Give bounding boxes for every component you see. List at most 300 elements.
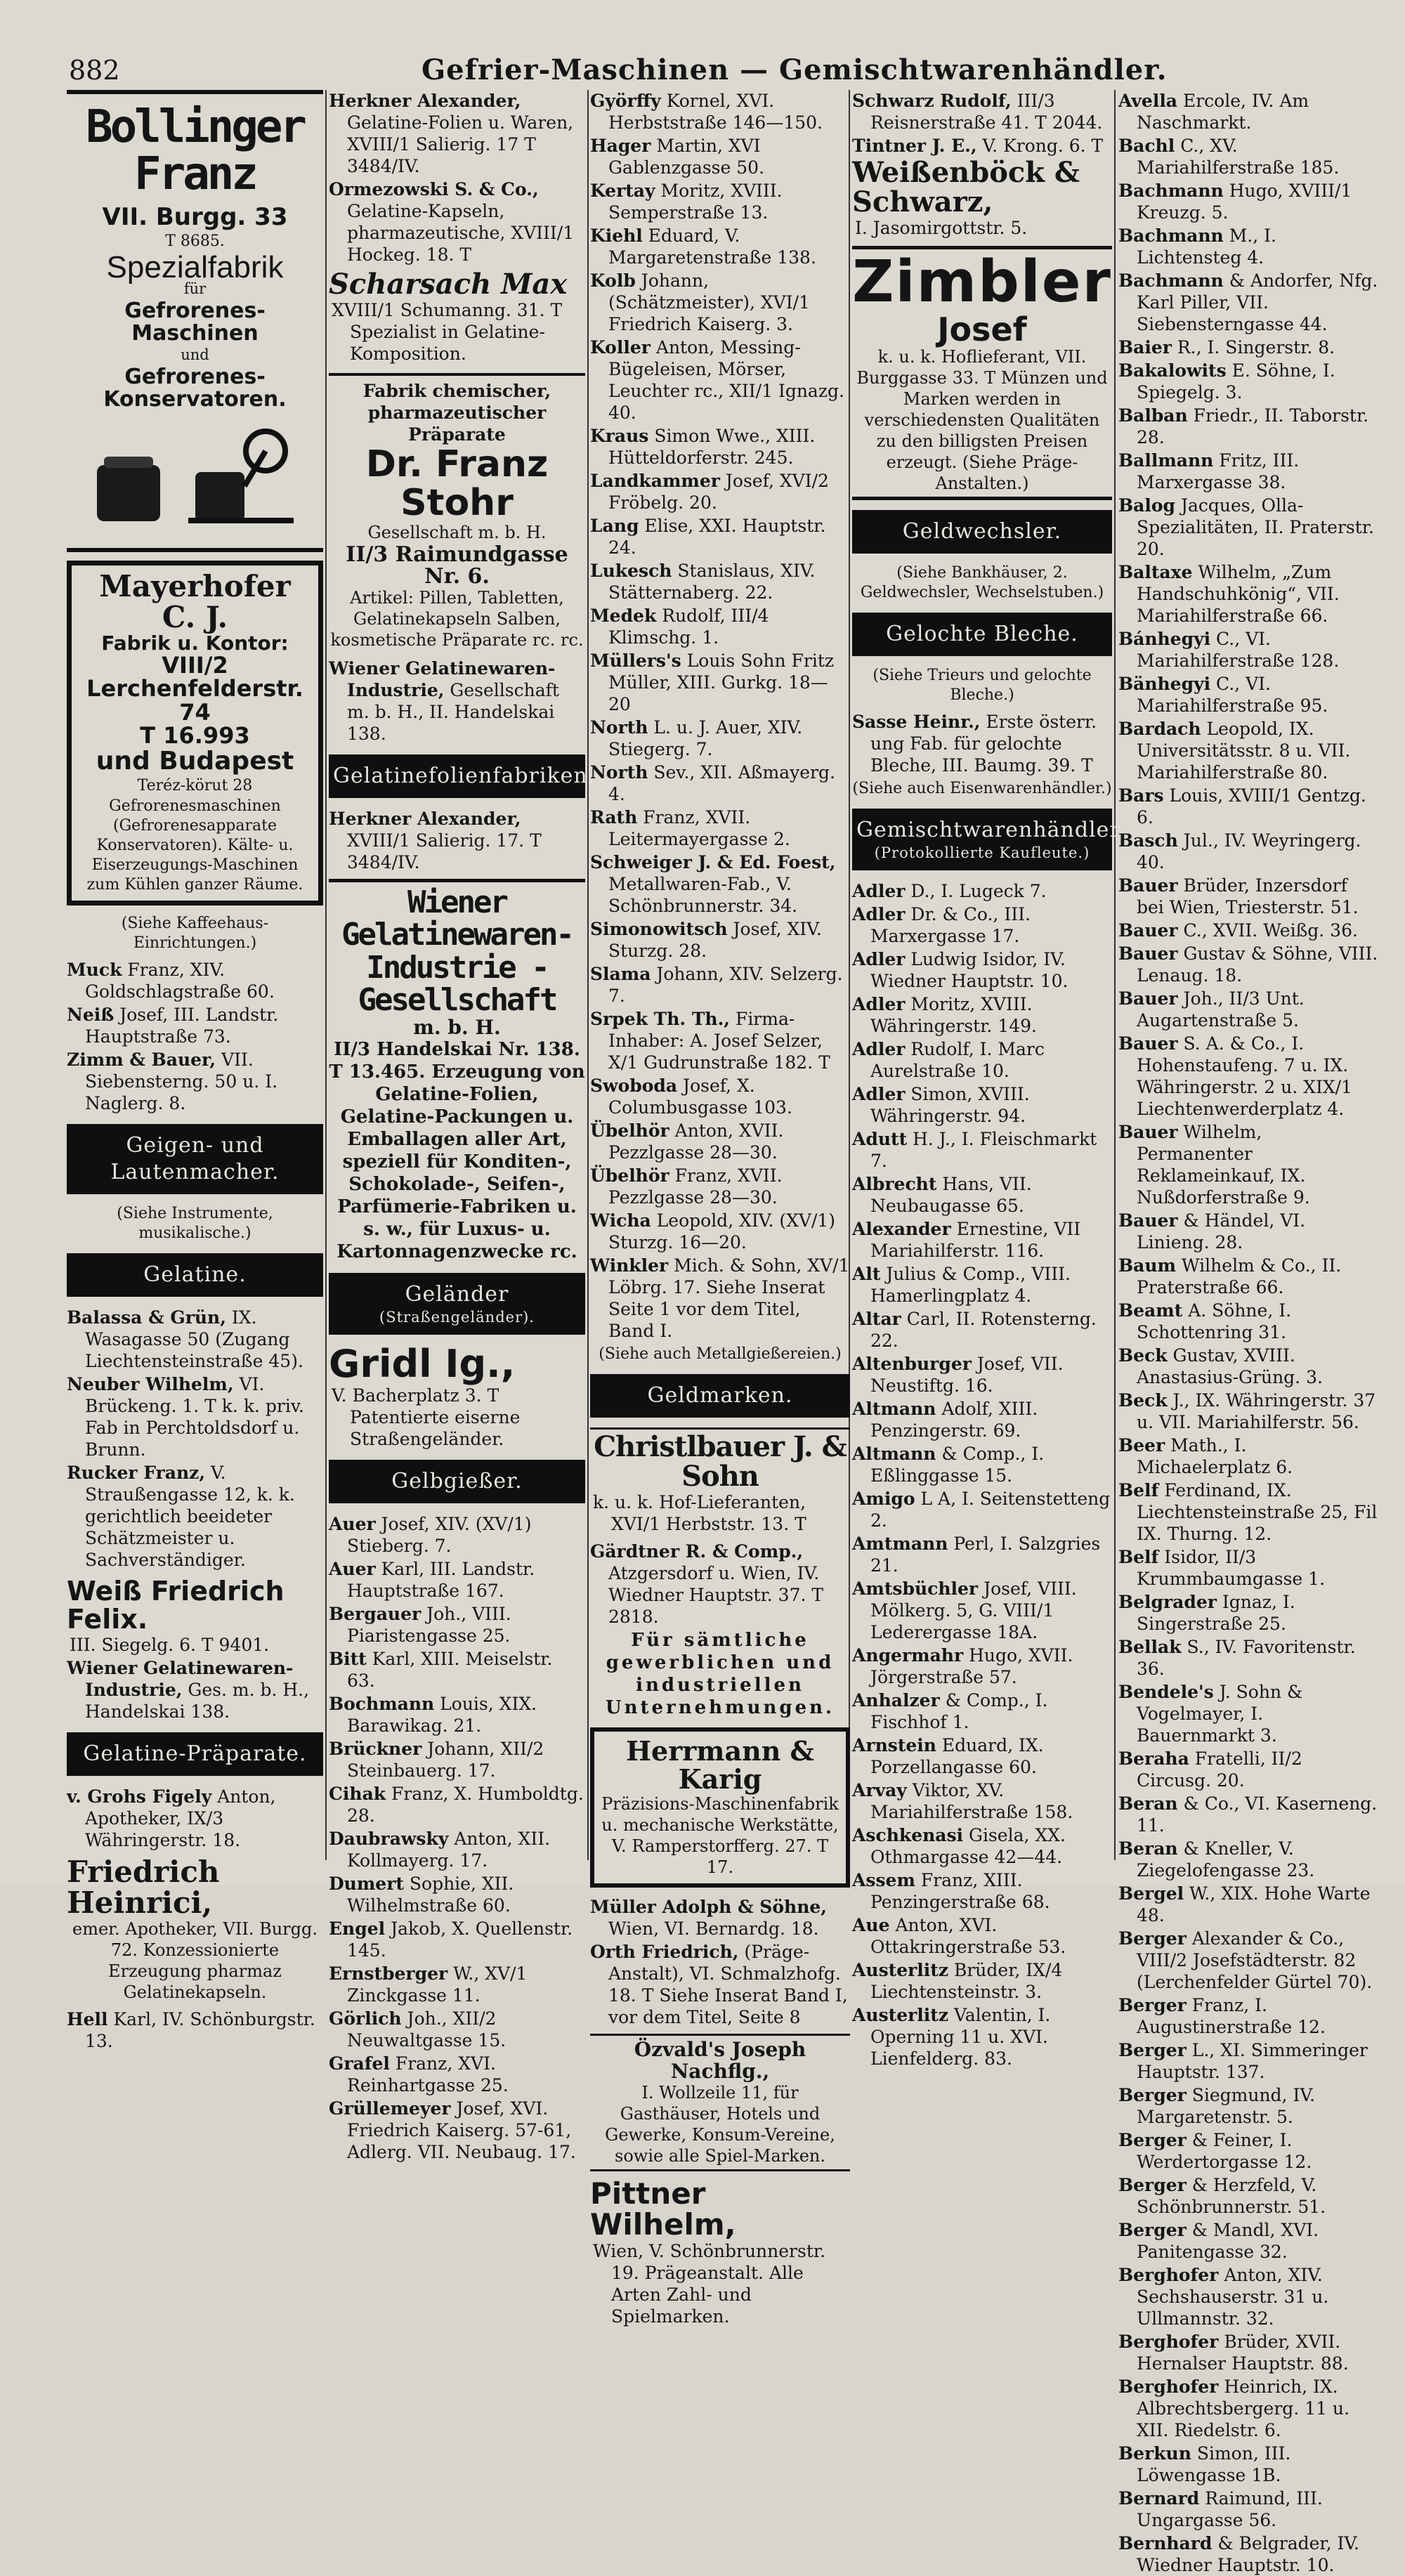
entry-name: Bernhard <box>1118 2533 1213 2554</box>
entry-name: Assem <box>852 1870 915 1891</box>
entry-name: Berkun <box>1118 2443 1191 2464</box>
entry-text: Franz, XIII. Penzingerstraße 68. <box>870 1870 1050 1913</box>
entry-text: L., XI. Simmeringer Hauptstr. 137. <box>1137 2040 1368 2082</box>
section-title: Gemischtwarenhändler. <box>856 818 1125 843</box>
ad-bollinger-address: VII. Burgg. 33 <box>102 203 288 232</box>
list-item <box>1118 2376 1378 2441</box>
heinrici-name: Friedrich Heinrici, <box>67 1854 220 1920</box>
entry-text: Josef, XVI/2 Fröbelg. 20. <box>608 471 829 513</box>
entry-name: Balog <box>1118 495 1175 516</box>
entry-text: C., VI. Mariahilferstraße 128. <box>1137 629 1340 671</box>
list-item <box>852 1308 1112 1352</box>
entry-text: S. A. & Co., I. Hohenstaufeng. 7 u. IX. Währingerstr. 2 u. XIX/1 Liechtenwerderplatz 4. <box>1137 1033 1352 1119</box>
ad-mayerhofer-address: VIII/2 Lerchenfelderstr. 74 <box>86 651 303 726</box>
entry-name: Herkner Alexander, <box>329 91 521 111</box>
list-item <box>852 1533 1112 1576</box>
list-item <box>1118 2174 1378 2218</box>
entry-name: Berghofer <box>1118 2376 1219 2397</box>
entry-text: W., XV/1 Zinckgasse 11. <box>347 1963 528 2006</box>
entry-text: Alexander & Co., VIII/2 Josefstädterstr. 82 (Lerchenfelder Gürtel 70). <box>1137 1928 1373 1992</box>
ad-oezvald-name: Özvald's Joseph Nachflg., <box>634 2037 806 2083</box>
entry-name: Beck <box>1118 1345 1168 1366</box>
entry-text: Mich. & Sohn, XV/1 Löbrg. 17. Siehe Inserat Seite 1 vor dem Titel, Band I. <box>608 1255 850 1341</box>
list-item <box>852 880 1112 902</box>
entry-text: & Belgrader, IV. Wiedner Hauptstr. 10. <box>1137 2533 1359 2575</box>
note: (Siehe auch Eisenwarenhändler.) <box>852 780 1112 798</box>
entry-name: Belf <box>1118 1547 1159 1567</box>
entry-name: Dumert <box>329 1873 404 1894</box>
entry-name: Kolb <box>590 270 636 291</box>
entry-name: Kiehl <box>590 225 643 246</box>
list-item <box>1118 225 1378 268</box>
section-subtitle: (Protokollierte Kaufleute.) <box>874 844 1090 862</box>
entry-text: Karl, IV. Schönburgstr. 13. <box>85 2008 315 2051</box>
list-item <box>590 180 850 223</box>
entry-text: Adolf, XIII. Penzingerstr. 69. <box>870 1399 1038 1441</box>
ad-stohr-name: Dr. Franz Stohr <box>365 443 549 524</box>
entry-text: Franz, XVI. Reinhartgasse 25. <box>347 2053 509 2096</box>
pittner-name: Pittner Wilhelm, <box>590 2176 736 2242</box>
entry-name: Koller <box>590 337 651 358</box>
entry-text: Metallwaren-Fab., V. Schönbrunnerstr. 34. <box>608 874 798 916</box>
entry-text: Jakob, X. Quellenstr. 145. <box>347 1918 573 1961</box>
list-item <box>852 1689 1112 1733</box>
entry-text: Raimund, III. Ungargasse 56. <box>1137 2488 1323 2530</box>
list-item <box>1118 1121 1378 1208</box>
entry-text: Wilhelm, „Zum Handschuhkönig“, VII. Mariahilferstraße 66. <box>1137 562 1340 626</box>
entry-text: C., XVII. Weißg. 36. <box>1183 920 1358 941</box>
list-item <box>1118 180 1378 223</box>
ad-wgi <box>329 879 585 1263</box>
entry-text: Josef, VIII. Mölkerg. 5, G. VIII/1 Lederergasse 18A. <box>870 1578 1077 1643</box>
list-item <box>590 918 850 962</box>
entry-name: Srpek Th. Th., <box>590 1009 731 1029</box>
entry-name: Neuber Wilhelm, <box>67 1373 234 1394</box>
list-item <box>329 178 585 266</box>
entry-text: Anton, Apotheker, IX/3 Währingerstr. 18. <box>85 1786 276 1850</box>
list-item <box>67 1462 323 1571</box>
list-item <box>852 1645 1112 1688</box>
entry-name: Amigo <box>852 1489 915 1510</box>
ad-bollinger-spec: Spezialfabrik <box>106 250 284 285</box>
gardtner-spec: Für sämtliche gewerblichen und industriellen Unternehmungen. <box>605 1630 835 1718</box>
list-item <box>1118 1838 1378 1881</box>
list-item <box>590 425 850 469</box>
ad-stohr-address: II/3 Raimundgasse Nr. 6. <box>346 542 568 589</box>
list-item <box>1118 1928 1378 1993</box>
entry-name: Medek <box>590 606 657 626</box>
page-title: Gefrier-Maschinen — Gemischtwarenhändler. <box>422 53 1168 86</box>
list-item <box>1118 2084 1378 2128</box>
entry-name: Brückner <box>329 1738 422 1759</box>
list-item <box>1118 405 1378 448</box>
ad-wgi-mbh: m. b. H. <box>413 1015 501 1039</box>
list-item <box>67 1049 323 1114</box>
entry-text: Louis, XIX. Barawikag. 21. <box>347 1693 537 1736</box>
list-item <box>590 515 850 558</box>
entry-name: Tintner J. E., <box>852 136 977 156</box>
list-item <box>852 903 1112 947</box>
entry-name: Ballmann <box>1118 450 1214 471</box>
entry-text: A. Söhne, I. Schottenring 31. <box>1137 1300 1292 1342</box>
entry-name: Adler <box>852 904 906 925</box>
list-item <box>852 1398 1112 1441</box>
ad-stohr <box>329 373 585 650</box>
entry-text: Franz, X. Humboldtg. 28. <box>347 1783 584 1826</box>
entry-text: Johann, XIV. Selzerg. 7. <box>608 964 843 1006</box>
entry-text: Karl, III. Landstr. Hauptstraße 167. <box>347 1558 535 1601</box>
ad-wgi-name: Wiener Gelatinewaren-Industrie - Gesellschaft <box>341 884 573 1018</box>
section-subtitle: (Straßengeländer). <box>379 1308 535 1326</box>
ad-stohr-head: Fabrik chemischer, pharmazeutischer Präparate <box>362 381 551 445</box>
entry-name: Anhalzer <box>852 1690 940 1711</box>
list-item <box>1118 2532 1378 2576</box>
entry-text: Josef, XIV. (XV/1) Stieberg. 7. <box>347 1513 532 1556</box>
list-item <box>590 1075 850 1118</box>
list-item <box>852 2004 1112 2070</box>
entry-text: Ercole, IV. Am Naschmarkt. <box>1137 91 1309 133</box>
section-header-gelatinefolien: Gelatinefolienfabriken. <box>329 754 585 798</box>
entry-text: M., I. Lichtensteg 4. <box>1137 225 1276 268</box>
entry-text: & Herzfeld, V. Schönbrunnerstr. 51. <box>1137 2175 1326 2217</box>
list-item <box>590 90 850 133</box>
entry-text: Wilhelm, Permanenter Reklameinkauf, IX. Nußdorferstraße 9. <box>1137 1122 1310 1208</box>
list-item <box>1118 875 1378 918</box>
entry-text: Jul., IV. Weyringerg. 40. <box>1137 830 1361 872</box>
ad-zimbler-text: k. u. k. Hoflieferant, VII. Burggasse 33. T Münzen und Marken werden in verschiedensten Qualitäten zu den billigsten Preisen erzeugt. (Siehe Präge-Anstalten.) <box>856 347 1108 494</box>
list-item <box>1118 830 1378 873</box>
ad-oezvald-text: I. Wollzeile 11, für Gasthäuser, Hotels und Gewerke, Konsum-Vereine, sowie alle Spiel-Marken. <box>605 2082 835 2166</box>
entry-name: Berger <box>1118 2175 1187 2195</box>
entry-name: Görlich <box>329 2008 402 2029</box>
entry-name: Basch <box>1118 830 1178 851</box>
entry-text: VI. Brückeng. 1. T k. k. priv. Fab in Perchtoldsdorf u. Brunn. <box>85 1373 304 1460</box>
list-item <box>1118 2331 1378 2374</box>
entry-name: Altmann <box>852 1444 936 1465</box>
entry-name: Lang <box>590 516 639 536</box>
entry-name: Adutt <box>852 1129 908 1150</box>
entry-text: IX. Wasagasse 50 (Zugang Liechtensteinstraße 45). <box>85 1307 303 1371</box>
entry-text: Firma-Inhaber: A. Josef Selzer, X/1 Gudrunstraße 182. T <box>608 1009 830 1073</box>
list-item <box>1118 2219 1378 2263</box>
entry-text: Wien, VI. Bernardg. 18. <box>608 1918 819 1939</box>
entry-text: Joh., VIII. Piaristengasse 25. <box>347 1603 511 1646</box>
entry-text: Josef, X. Columbusgasse 103. <box>608 1075 792 1118</box>
entry-name: Bachmann <box>1118 181 1224 201</box>
ad-mayerhofer-sub: Fabrik u. Kontor: <box>101 632 289 655</box>
entry-text: (Präge-Anstalt), VI. Schmalzhofg. 18. T Siehe Inserat Band I, vor dem Titel, Seite 8 <box>608 1941 848 2027</box>
list-item <box>1118 1255 1378 1298</box>
entry-text: Anton, XII. Kollmayerg. 17. <box>347 1828 551 1871</box>
entry-name: Bänhegyi <box>1118 674 1211 694</box>
entry-name: North <box>590 762 648 783</box>
list-item <box>590 650 850 715</box>
list-item <box>590 225 850 268</box>
list-item <box>852 1779 1112 1823</box>
column-3 <box>590 90 850 2327</box>
list-item <box>1118 1479 1378 1545</box>
list-item <box>1118 1210 1378 1253</box>
entry-name: Orth Friedrich, <box>590 1941 739 1962</box>
list-item <box>590 336 850 424</box>
list-item <box>1118 673 1378 717</box>
freezer-machine-illustration <box>67 423 323 528</box>
entry-name: Berghofer <box>1118 2265 1219 2285</box>
list-item <box>852 1038 1112 1082</box>
entry-name: Bitt <box>329 1648 367 1669</box>
entry-name: Auer <box>329 1513 376 1534</box>
column-4 <box>852 90 1125 2070</box>
list-item <box>852 1914 1112 1958</box>
entry-text: Anton, XVI. Ottakringerstraße 53. <box>870 1915 1066 1958</box>
page-number: 882 <box>69 55 120 86</box>
entry-text: Ernestine, VII Mariahilferstr. 116. <box>870 1219 1081 1262</box>
list-item <box>329 1918 585 1961</box>
entry-text: Julius & Comp., VIII. Hamerlingplatz 4. <box>870 1264 1071 1307</box>
entry-name: Austerlitz <box>852 2005 949 2026</box>
entry-name: Ormezowski S. & Co., <box>329 179 539 200</box>
ad-christlbauer-name: Christlbauer J. & Sohn <box>594 1430 847 1493</box>
entry-text: Ignaz, I. Singerstraße 25. <box>1137 1592 1295 1634</box>
entry-text: & Co., VI. Kaserneng. 11. <box>1137 1793 1378 1836</box>
ad-mayerhofer-street: Teréz-körut 28 <box>137 776 253 795</box>
list-item <box>852 993 1112 1037</box>
list-item <box>1118 1681 1378 1746</box>
entry-text: & Comp., I. Fischhof 1. <box>870 1690 1048 1733</box>
entry-text: & Händel, VI. Linieng. 28. <box>1137 1210 1306 1253</box>
entry-text: Franz, XVII. Pezzlgasse 28—30. <box>608 1165 783 1208</box>
list-item <box>590 761 850 805</box>
entry-name: Adler <box>852 949 906 970</box>
note: (Siehe auch Metallgießereien.) <box>599 1345 842 1363</box>
entry-text: Jacques, Olla-Spezialitäten, II. Praterstr. 20. <box>1137 495 1374 559</box>
entry-name: Bauer <box>1118 1210 1178 1231</box>
entry-name: Angermahr <box>852 1645 964 1666</box>
entry-text: Anton, XVII. Pezzlgasse 28—30. <box>608 1120 784 1163</box>
entry-name: Avella <box>1118 91 1178 111</box>
heinrici-text: emer. Apotheker, VII. Burgg. 72. Konzessionierte Erzeugung pharmaz Gelatinekapseln. <box>72 1918 318 2002</box>
entry-text: Franz, I. Augustinerstraße 12. <box>1137 1995 1326 2037</box>
entry-name: Berger <box>1118 2040 1187 2060</box>
entry-text: Gustav & Söhne, VIII. Lenaug. 18. <box>1137 943 1378 986</box>
entry-text: Wilhelm & Co., II. Praterstraße 66. <box>1137 1255 1342 1297</box>
entry-text: Johann, (Schätzmeister), XVI/1 Friedrich Kaiserg. 3. <box>608 270 810 334</box>
entry-text: J. Sohn & Vogelmayer, I. Bauernmarkt 3. <box>1137 1682 1303 1746</box>
entry-name: Altenburger <box>852 1354 972 1375</box>
entry-text: J., IX. Währingerstr. 37 u. VII. Mariahilferstr. 56. <box>1137 1390 1376 1432</box>
entry-name: Amtsbüchler <box>852 1578 979 1600</box>
list-item <box>1118 270 1378 335</box>
section-header-geldwechsler: Geldwechsler. <box>852 510 1112 554</box>
entry-text: Anton, XIV. Sechshauserstr. 31 u. Ullmannstr. 32. <box>1137 2265 1329 2329</box>
entry-text: Rudolf, III/4 Klimschg. 1. <box>608 606 769 648</box>
list-item <box>1118 1546 1378 1590</box>
entry-name: Bellak <box>1118 1637 1182 1657</box>
entry-text: C., XV. Mariahilferstraße 185. <box>1137 136 1340 178</box>
entry-text: W., XIX. Hohe Warte 48. <box>1137 1883 1371 1926</box>
entry-name: Schwarz Rudolf, <box>852 91 1012 111</box>
list-item <box>1118 920 1378 941</box>
entry-name: Adler <box>852 881 906 902</box>
entry-name: Altmann <box>852 1399 936 1420</box>
entry-text: Martin, XVI Gablenzgasse 50. <box>608 136 765 178</box>
list-item <box>1118 628 1378 672</box>
entry-name: Engel <box>329 1918 386 1939</box>
entry-text: Gelatine-Folien u. Waren, XVIII/1 Salierig. 17 T 3484/IV. <box>347 112 574 176</box>
entry-name: Berger <box>1118 2220 1187 2240</box>
list-item <box>590 605 850 648</box>
list-item <box>1118 1390 1378 1433</box>
entry-text: XVIII/1 Salierig. 17. T 3484/IV. <box>347 830 542 873</box>
list-item <box>590 1165 850 1208</box>
entry-text: Erste österr. ung Fab. für gelochte Bleche, III. Baumg. 39. T <box>870 712 1097 776</box>
entry-name: Bachl <box>1118 136 1175 156</box>
list-item <box>1118 2264 1378 2329</box>
entry-text: Josef, III. Landstr. Hauptstraße 73. <box>85 1004 279 1047</box>
list-item <box>590 270 850 335</box>
entry-name: Wiener Gelatinewaren-Industrie, <box>329 658 556 701</box>
list-item <box>1118 785 1378 828</box>
list-item <box>329 1603 585 1647</box>
entry-name: Baum <box>1118 1255 1176 1276</box>
list-item <box>329 658 585 745</box>
weiss-friedrich-address: III. Siegelg. 6. T 9401. <box>70 1634 270 1655</box>
list-item <box>329 808 585 873</box>
list-item <box>329 2053 585 2096</box>
entry-name: Müllers's <box>590 650 681 671</box>
list-item <box>590 1541 850 1628</box>
entry-text: Atzgersdorf u. Wien, IV. Wiedner Hauptstr. 37. T 2818. <box>608 1563 824 1627</box>
list-item <box>1118 561 1378 627</box>
entry-text: VII. Siebensterng. 50 u. I. Naglerg. 8. <box>85 1049 278 1113</box>
list-item <box>590 717 850 760</box>
list-item <box>1118 1793 1378 1836</box>
entry-name: Alt <box>852 1264 881 1285</box>
column-2 <box>329 90 596 2162</box>
entry-name: Cihak <box>329 1783 386 1804</box>
note: (Siehe Instrumente, musikalische.) <box>117 1204 273 1242</box>
entry-name: Belf <box>1118 1480 1159 1501</box>
entry-text: & Andorfer, Nfg. Karl Piller, VII. Siebensterngasse 44. <box>1137 270 1378 334</box>
list-item <box>852 1083 1112 1127</box>
entry-name: Arnstein <box>852 1735 936 1756</box>
entry-name: Swoboda <box>590 1075 678 1096</box>
list-item <box>852 1959 1112 2003</box>
entry-text: Ferdinand, IX. Liechtensteinstraße 25, Fil IX. Thurng. 12. <box>1137 1480 1378 1544</box>
list-item <box>590 1941 850 2028</box>
ad-stohr-ges: Gesellschaft m. b. H. <box>367 523 547 543</box>
list-item <box>852 1353 1112 1397</box>
ad-mayerhofer-city: und Budapest <box>96 747 294 776</box>
entry-name: Beer <box>1118 1435 1165 1456</box>
ad-herrmann-name: Herrmann & Karig <box>626 1735 814 1795</box>
entry-text: Viktor, XV. Mariahilferstraße 158. <box>870 1780 1073 1823</box>
entry-text: D., I. Lugeck 7. <box>910 881 1047 902</box>
entry-name: Müller Adolph & Söhne, <box>590 1896 827 1917</box>
entry-name: Amtmann <box>852 1534 948 1555</box>
entry-text: Josef, VII. Neustiftg. 16. <box>870 1354 1064 1397</box>
ad-wgi-text: II/3 Handelskai Nr. 138. T 13.465. Erzeugung von Gelatine-Folien, Gelatine-Packungen u. Emballagen aller Art, speziell für Konditen-, Schokolade-, Seifen-, Parfümerie-Fabriken u. s. w., für Luxus- u. Kartonnagenzwecke rc. <box>329 1038 585 1262</box>
entry-text: Carl, II. Rotensterng. 22. <box>870 1309 1097 1352</box>
list-item <box>1118 1434 1378 1478</box>
entry-name: Beamt <box>1118 1300 1183 1321</box>
entry-name: Arvay <box>852 1780 907 1801</box>
entry-name: Rath <box>590 807 638 828</box>
entry-text: Perl, I. Salzgries 21. <box>870 1534 1101 1576</box>
entry-text: Joh., II/3 Unt. Augartenstraße 5. <box>1137 988 1305 1031</box>
list-item <box>852 1734 1112 1778</box>
entry-name: Bauer <box>1118 988 1178 1009</box>
ad-bollinger <box>67 90 323 552</box>
list-item <box>1118 1345 1378 1388</box>
entry-text: Franz, XIV. Goldschlagstraße 60. <box>85 959 275 1002</box>
list-item <box>1118 2443 1378 2486</box>
note: (Siehe Kaffeehaus-Einrichtungen.) <box>121 914 269 952</box>
entry-text: Moritz, XVIII. Semperstraße 13. <box>608 181 783 223</box>
entry-text: Karl, XIII. Meiselstr. 63. <box>347 1648 553 1691</box>
entry-name: North <box>590 717 648 738</box>
list-item <box>329 90 585 177</box>
ad-zimbler <box>852 246 1112 500</box>
entry-text: Fratelli, II/2 Circusg. 20. <box>1137 1748 1302 1791</box>
list-item <box>1118 1883 1378 1926</box>
entry-name: Muck <box>67 959 122 980</box>
list-item <box>590 851 850 917</box>
entry-text: & Kneller, V. Ziegelofengasse 23. <box>1137 1838 1315 1881</box>
list-item <box>329 1558 585 1602</box>
ad-bollinger-items: Gefrorenes-Maschinen <box>124 299 266 346</box>
list-item <box>852 948 1112 992</box>
ad-mayerhofer <box>67 561 323 905</box>
list-item <box>852 1869 1112 1913</box>
list-item <box>1118 1033 1378 1120</box>
entry-text: Gisela, XX. Othmargasse 42—44. <box>870 1825 1066 1868</box>
entry-name: Übelhör <box>590 1120 669 1141</box>
entry-text: Gesellschaft m. b. H., II. Handelskai 138. <box>347 680 559 745</box>
entry-text: Hans, VII. Neubaugasse 65. <box>870 1174 1032 1217</box>
page-header <box>0 49 1405 91</box>
list-item <box>1118 336 1378 358</box>
entry-name: Bauer <box>1118 1033 1178 1054</box>
list-item <box>1118 943 1378 986</box>
entry-name: Baltaxe <box>1118 562 1193 582</box>
entry-name: Schweiger J. & Ed. Foest, <box>590 852 836 872</box>
list-item <box>329 2098 585 2163</box>
entry-name: Beck <box>1118 1390 1168 1411</box>
list-item <box>590 1120 850 1163</box>
entry-name: Wicha <box>590 1210 651 1231</box>
list-item <box>329 1648 585 1692</box>
ad-zimbler-first: Josef <box>937 310 1027 349</box>
column-rule <box>1114 90 1116 1860</box>
entry-name: Adler <box>852 994 906 1015</box>
ad-herrmann-karig <box>590 1727 850 1888</box>
entry-name: Bauer <box>1118 875 1178 896</box>
list-item <box>852 1218 1112 1262</box>
gridl-text: V. Bacherplatz 3. T Patentierte eiserne Straßengeländer. <box>332 1385 521 1449</box>
entry-text: & Feiner, I. Werdertorgasse 12. <box>1137 2130 1312 2172</box>
entry-name: Kraus <box>590 426 649 446</box>
entry-name: Sasse Heinr., <box>852 712 981 733</box>
list-item <box>590 135 850 178</box>
column-1 <box>67 90 323 2051</box>
list-item <box>852 711 1112 776</box>
list-item <box>329 1783 585 1826</box>
entry-text: Josef, XVI. Friedrich Kaiserg. 57-61, Adlerg. VII. Neubaug. 17. <box>347 2098 576 2162</box>
list-item <box>1118 1994 1378 2038</box>
entry-text: Gustav, XVIII. Anastasius-Grüng. 3. <box>1137 1345 1323 1387</box>
entry-name: Bergel <box>1118 1883 1184 1904</box>
